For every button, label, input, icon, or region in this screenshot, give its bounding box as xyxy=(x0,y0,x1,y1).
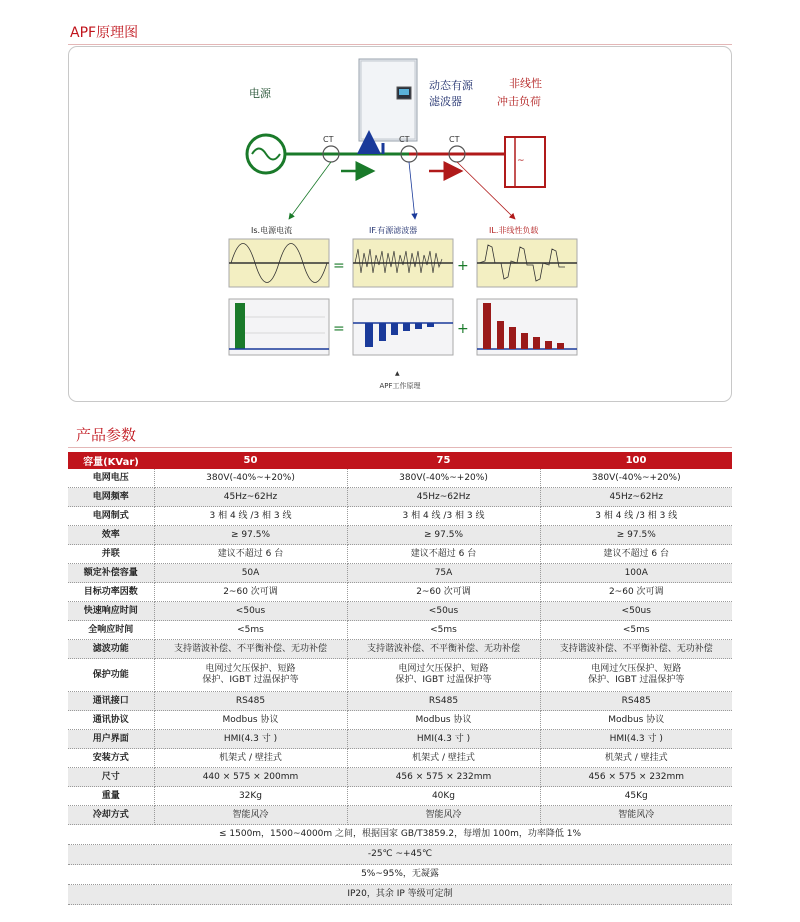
parameter-table xyxy=(68,452,732,905)
table-row xyxy=(68,692,732,711)
row-value: 2~60 次可调 xyxy=(347,583,540,602)
row-value: 50A xyxy=(154,564,347,583)
section-title-params: 产品参数 xyxy=(76,426,137,444)
waveform-filter-panel xyxy=(353,239,453,287)
section-divider xyxy=(68,447,732,448)
svg-text:CT: CT xyxy=(449,135,460,144)
row-value: 3 相 4 线 /3 相 3 线 xyxy=(154,507,347,526)
row-value: 32Kg xyxy=(154,787,347,806)
ct-1 xyxy=(323,135,339,162)
row-value: 380V(-40%~+20%) xyxy=(154,469,347,488)
row-label: 安装方式 xyxy=(68,749,154,768)
row-value-line: 保护、IGBT 过温保护等 xyxy=(395,675,492,685)
row-value: ≥ 97.5% xyxy=(347,526,540,545)
spectrum-load-panel xyxy=(477,299,577,355)
caption-marker: ▲ xyxy=(395,370,400,377)
row-value: ≥ 97.5% xyxy=(154,526,347,545)
row-value: 75A xyxy=(347,564,540,583)
spectrum-filter-panel xyxy=(353,299,453,355)
table-row xyxy=(68,488,732,507)
table-row-spanning xyxy=(68,845,732,865)
row-label: 效率 xyxy=(68,526,154,545)
diagram-caption: APF工作原理 xyxy=(379,382,421,390)
table-row xyxy=(68,507,732,526)
row-value: 40Kg xyxy=(347,787,540,806)
row-value: 3 相 4 线 /3 相 3 线 xyxy=(347,507,540,526)
row-value-line: 电网过欠压保护、短路 xyxy=(205,664,296,674)
row-label: 目标功率因数 xyxy=(68,583,154,602)
row-label: 尺寸 xyxy=(68,768,154,787)
spectrum-source-panel xyxy=(229,299,329,355)
row-value: 智能风冷 xyxy=(540,806,732,825)
row-value: <50us xyxy=(154,602,347,621)
label-load-2: 冲击负荷 xyxy=(497,95,541,108)
spanning-value: IP20，其余 IP 等级可定制 xyxy=(68,885,732,905)
spanning-value: 5%~95%，无凝露 xyxy=(68,865,732,885)
ct-3 xyxy=(449,135,465,162)
ac-source-icon xyxy=(247,135,285,173)
row-label: 保护功能 xyxy=(68,659,154,692)
row-value: 智能风冷 xyxy=(154,806,347,825)
row-value: 3 相 4 线 /3 相 3 线 xyxy=(540,507,732,526)
table-header-row xyxy=(68,452,732,469)
section-divider xyxy=(68,44,732,45)
row-value: Modbus 协议 xyxy=(347,711,540,730)
table-row xyxy=(68,469,732,488)
row-value-line: 电网过欠压保护、短路 xyxy=(398,664,489,674)
header-100: 100 xyxy=(540,452,732,469)
table-row xyxy=(68,749,732,768)
spanning-value: ≤ 1500m，1500~4000m 之间，根据国家 GB/T3859.2，每增加 100m，功率降低 1% xyxy=(68,825,732,845)
svg-text:~: ~ xyxy=(517,156,525,166)
row-label: 全响应时间 xyxy=(68,621,154,640)
row-value: HMI(4.3 寸 ) xyxy=(154,730,347,749)
row-value: 建议不超过 6 台 xyxy=(540,545,732,564)
row-value: 440 × 575 × 200mm xyxy=(154,768,347,787)
table-row-spanning xyxy=(68,825,732,845)
row-value: RS485 xyxy=(540,692,732,711)
wave-label-load: IL.非线性负载 xyxy=(489,226,539,235)
row-label: 电网电压 xyxy=(68,469,154,488)
table-row xyxy=(68,621,732,640)
table-row xyxy=(68,787,732,806)
row-value: RS485 xyxy=(347,692,540,711)
row-value: <50us xyxy=(540,602,732,621)
header-75: 75 xyxy=(347,452,540,469)
row-value: 45Kg xyxy=(540,787,732,806)
nonlinear-load-icon xyxy=(505,137,545,187)
wave-label-source: Is.电源电流 xyxy=(251,226,293,235)
table-row xyxy=(68,526,732,545)
row-value: 380V(-40%~+20%) xyxy=(540,469,732,488)
row-value: 机架式 / 壁挂式 xyxy=(540,749,732,768)
row-value xyxy=(347,659,540,692)
table-row-spanning xyxy=(68,865,732,885)
row-value: Modbus 协议 xyxy=(154,711,347,730)
row-value-line: 电网过欠压保护、短路 xyxy=(591,664,682,674)
row-value: 45Hz~62Hz xyxy=(347,488,540,507)
row-value: <5ms xyxy=(154,621,347,640)
operator-plus-1: + xyxy=(457,258,469,274)
operator-equals-2: = xyxy=(333,321,345,337)
table-row-spanning xyxy=(68,885,732,905)
row-value: 机架式 / 壁挂式 xyxy=(347,749,540,768)
row-value: 45Hz~62Hz xyxy=(154,488,347,507)
label-load-1: 非线性 xyxy=(509,77,542,90)
row-label: 用户界面 xyxy=(68,730,154,749)
row-value: 支持谐波补偿、不平衡补偿、无功补偿 xyxy=(540,640,732,659)
row-label: 冷却方式 xyxy=(68,806,154,825)
row-value: <5ms xyxy=(347,621,540,640)
row-value-line: 保护、IGBT 过温保护等 xyxy=(588,675,685,685)
row-label: 电网制式 xyxy=(68,507,154,526)
table-row xyxy=(68,564,732,583)
spanning-value: -25℃ ~+45℃ xyxy=(68,845,732,865)
operator-plus-2: + xyxy=(457,321,469,337)
table-row xyxy=(68,545,732,564)
apf-diagram-panel xyxy=(68,46,732,402)
row-value: HMI(4.3 寸 ) xyxy=(347,730,540,749)
row-value: <50us xyxy=(347,602,540,621)
svg-text:CT: CT xyxy=(323,135,334,144)
svg-text:CT: CT xyxy=(399,135,410,144)
label-filter-2: 滤波器 xyxy=(429,95,462,108)
row-value: 380V(-40%~+20%) xyxy=(347,469,540,488)
header-50: 50 xyxy=(154,452,347,469)
wave-label-filter: IF.有源滤波器 xyxy=(369,226,418,235)
table-row xyxy=(68,711,732,730)
row-value: 建议不超过 6 台 xyxy=(347,545,540,564)
table-row xyxy=(68,640,732,659)
table-row xyxy=(68,602,732,621)
operator-equals-1: = xyxy=(333,258,345,274)
row-label: 额定补偿容量 xyxy=(68,564,154,583)
row-value: 支持谐波补偿、不平衡补偿、无功补偿 xyxy=(347,640,540,659)
label-source: 电源 xyxy=(249,87,271,100)
table-row xyxy=(68,659,732,692)
waveform-source-panel xyxy=(229,239,329,287)
row-value: 建议不超过 6 台 xyxy=(154,545,347,564)
table-row xyxy=(68,768,732,787)
header-capacity: 容量(KVar) xyxy=(68,452,154,469)
label-filter-1: 动态有源 xyxy=(429,79,473,92)
row-value-line: 保护、IGBT 过温保护等 xyxy=(202,675,299,685)
row-value: 支持谐波补偿、不平衡补偿、无功补偿 xyxy=(154,640,347,659)
row-value: HMI(4.3 寸 ) xyxy=(540,730,732,749)
row-value: 2~60 次可调 xyxy=(154,583,347,602)
row-value: ≥ 97.5% xyxy=(540,526,732,545)
apf-cabinet xyxy=(359,59,417,141)
row-value xyxy=(154,659,347,692)
row-value: 智能风冷 xyxy=(347,806,540,825)
table-row xyxy=(68,806,732,825)
row-value: 100A xyxy=(540,564,732,583)
row-label: 重量 xyxy=(68,787,154,806)
row-label: 滤波功能 xyxy=(68,640,154,659)
row-value: 45Hz~62Hz xyxy=(540,488,732,507)
table-row xyxy=(68,583,732,602)
row-value: 机架式 / 壁挂式 xyxy=(154,749,347,768)
row-value: 2~60 次可调 xyxy=(540,583,732,602)
table-row xyxy=(68,730,732,749)
table-body xyxy=(68,469,732,905)
apf-diagram xyxy=(69,47,731,401)
row-value: 456 × 575 × 232mm xyxy=(347,768,540,787)
waveform-load-panel xyxy=(477,239,577,287)
row-value: <5ms xyxy=(540,621,732,640)
row-label: 通讯协议 xyxy=(68,711,154,730)
row-value xyxy=(540,659,732,692)
row-label: 电网频率 xyxy=(68,488,154,507)
row-value: Modbus 协议 xyxy=(540,711,732,730)
row-value: 456 × 575 × 232mm xyxy=(540,768,732,787)
row-label: 通讯接口 xyxy=(68,692,154,711)
section-title-diagram: APF原理图 xyxy=(70,25,139,41)
row-label: 快速响应时间 xyxy=(68,602,154,621)
row-value: RS485 xyxy=(154,692,347,711)
row-label: 并联 xyxy=(68,545,154,564)
